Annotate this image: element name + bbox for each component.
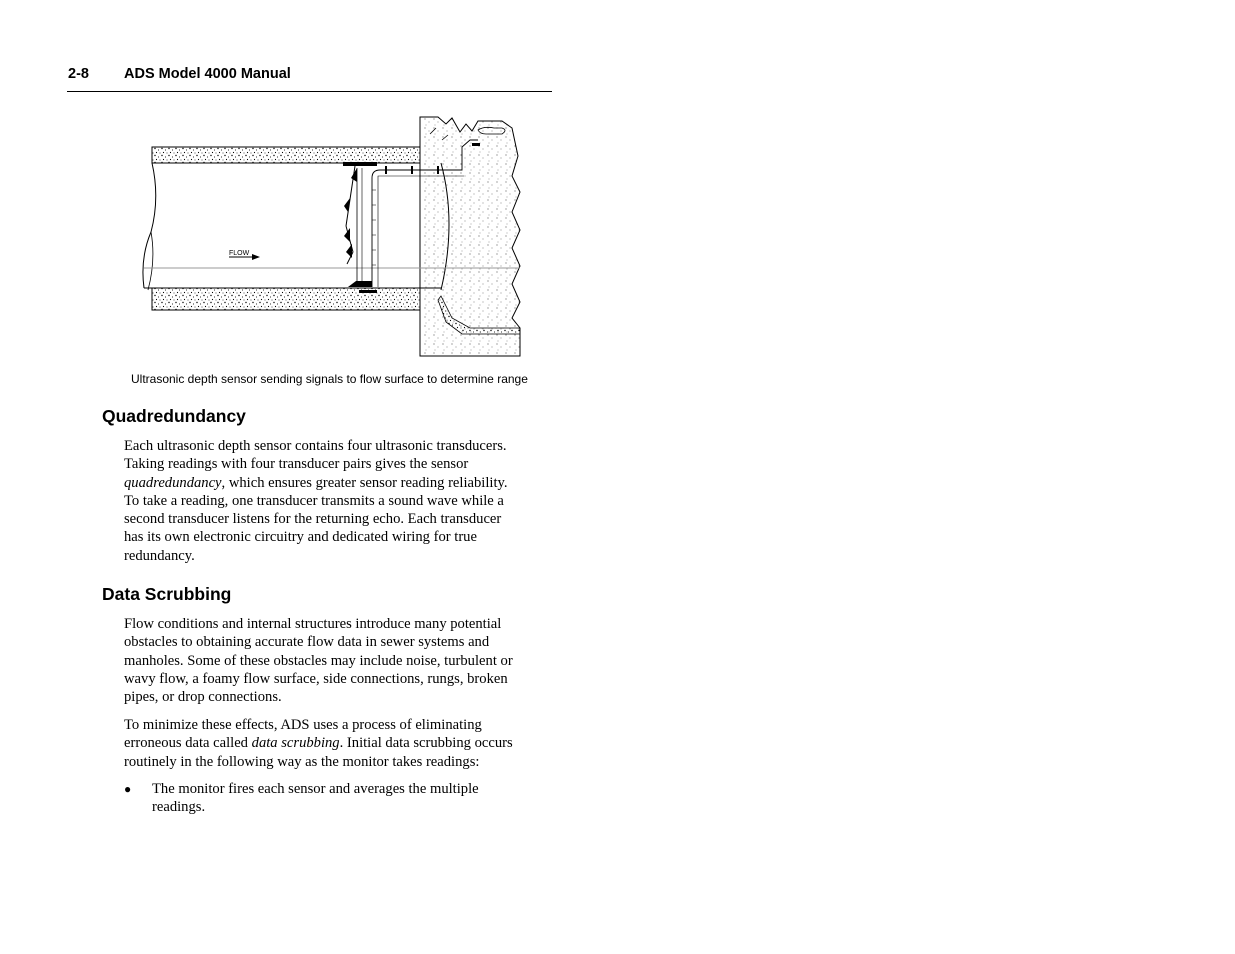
- paragraph-flow-conditions: [124, 615, 554, 706]
- emphasis: data scrubbing: [251, 735, 340, 752]
- pipe-top-wall: [152, 147, 420, 163]
- pipe-interior: [143, 163, 449, 310]
- text-line: wavy flow, a foamy flow surface, side connections, rungs, broken: [124, 670, 508, 687]
- text-fragment: . Initial data scrubbing occurs: [339, 735, 513, 752]
- text-line: pipes, or drop connections.: [124, 689, 282, 706]
- text-line: obstacles to obtaining accurate flow data in sewer systems and: [124, 634, 490, 651]
- text-line: routinely in the following way as the monitor takes readings:: [124, 753, 480, 770]
- paragraph-quadredundancy: [124, 437, 554, 565]
- figure-caption: Ultrasonic depth sensor sending signals to flow surface to determine range: [131, 372, 528, 386]
- text-line: Flow conditions and internal structures introduce many potential: [124, 616, 502, 632]
- bullet-icon: ●: [124, 782, 132, 796]
- pipe-bottom-wall: [152, 288, 420, 310]
- paragraph-minimize-effects: [124, 716, 554, 771]
- text-fragment: erroneous data called: [124, 735, 252, 752]
- text-line: To minimize these effects, ADS uses a process of eliminating: [124, 717, 482, 733]
- manual-title: ADS Model 4000 Manual: [124, 66, 291, 82]
- page-header: [67, 64, 552, 92]
- text-line: has its own electronic circuitry and dedicated wiring for true: [124, 529, 477, 546]
- sewer-pipe-diagram: [138, 113, 530, 359]
- signal-path: [344, 166, 362, 281]
- text-line: manholes. Some of these obstacles may include noise, turbulent or: [124, 652, 513, 669]
- text-line: The monitor fires each sensor and averages the multiple: [152, 781, 479, 797]
- bullet-text: [152, 780, 479, 817]
- text-line: [124, 734, 554, 752]
- flow-label: FLOW: [229, 250, 250, 257]
- text-line: [124, 474, 554, 492]
- text-line: Each ultrasonic depth sensor contains four ultrasonic transducers.: [124, 438, 507, 454]
- text-line: To take a reading, one transducer transmits a sound wave while a: [124, 492, 504, 509]
- text-line: readings.: [152, 799, 206, 816]
- heading-quadredundancy: Quadredundancy: [102, 406, 246, 426]
- text-line: redundancy.: [124, 547, 195, 564]
- text-line: Taking readings with four transducer pairs gives the sensor: [124, 456, 469, 473]
- emphasis: quadredundancy: [124, 474, 222, 491]
- manhole-wall: [420, 117, 520, 356]
- text-line: second transducer listens for the returning echo. Each transducer: [124, 511, 502, 528]
- page-number: 2-8: [68, 66, 89, 82]
- text-fragment: , which ensures greater sensor reading reliability.: [221, 474, 508, 491]
- heading-data-scrubbing: Data Scrubbing: [102, 584, 232, 604]
